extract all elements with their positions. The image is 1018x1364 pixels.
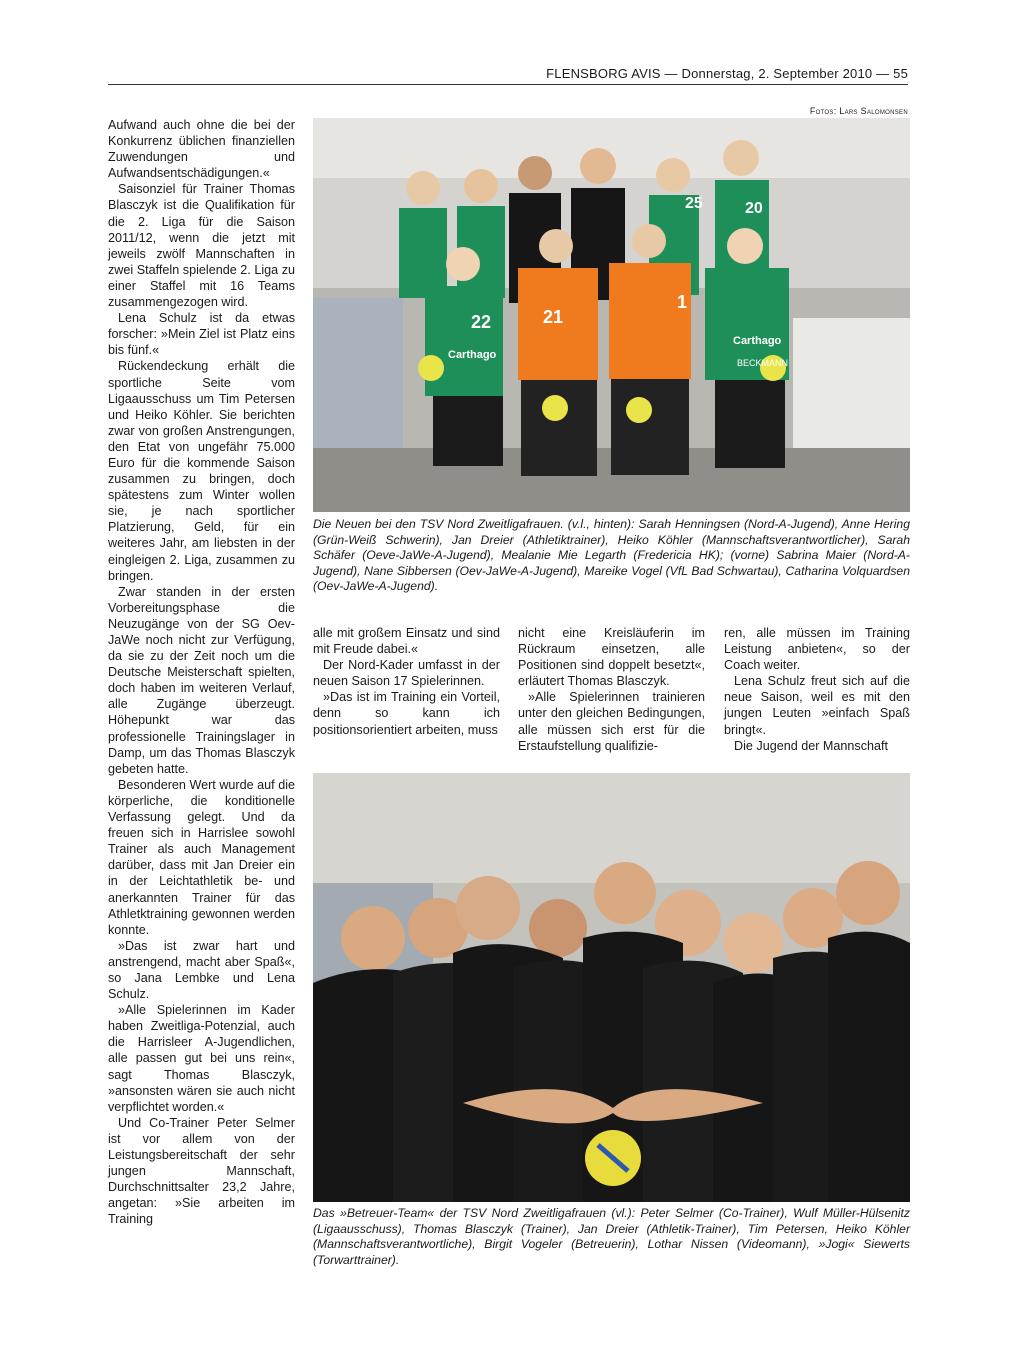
paragraph: alle mit großem Einsatz und sind mit Freude dabei.« (313, 626, 500, 657)
paragraph: Lena Schulz freut sich auf die neue Saison, weil es mit den jungen Leuten »einfach Spaß bringt«. (724, 674, 910, 737)
paragraph: »Das ist zwar hart und anstrengend, macht aber Spaß«, so Jana Lembke und Lena Schulz. (108, 938, 295, 1002)
article-column-1 (108, 117, 295, 1227)
paragraph: Aufwand auch ohne die bei der Konkurrenz üblichen finanziellen Zuwendungen und Aufwandsentschädigungen.« (108, 118, 295, 181)
article-column-4 (724, 625, 910, 754)
paragraph: ren, alle müssen im Training Leistung anbieten«, so der Coach weiter. (724, 626, 910, 673)
jersey-number: 1 (677, 292, 688, 312)
article-column-3 (518, 625, 705, 754)
jersey-number: 22 (471, 312, 492, 332)
jersey-number: 25 (685, 195, 703, 212)
sponsor-text: Carthago (733, 335, 782, 347)
sponsor-text: BECKMANN (737, 358, 789, 368)
staff-photo-caption: Das »Betreuer-Team« der TSV Nord Zweitligafrauen (vl.): Peter Selmer (Co-Trainer), Wulf Müller-Hülsenitz (Ligaausschuss), Thomas Blasczyk (Trainer), Jan Dreier (Athletik-Trainer), Tim Petersen, Heiko Köhler (Mannschaftsverantwortliche), Birgit Vogeler (Betreuerin), Lothar Nissen (Videomann), »Jogi« Siewerts (Torwarttrainer). (313, 1206, 910, 1267)
staff-photo (313, 773, 910, 1202)
paragraph: Der Nord-Kader umfasst in der neuen Saison 17 Spielerinnen. (313, 658, 500, 689)
sponsor-text: Carthago (448, 349, 497, 361)
paragraph: »Das ist im Training ein Vorteil, denn so kann ich positionsorientiert arbeiten, muss (313, 690, 500, 737)
paragraph: Und Co-Trainer Peter Selmer ist vor allem von der Leistungsbereitschaft der sehr jungen Mannschaft, Durchschnittsalter 23,2 Jahre, angetan: »Sie arbeiten im Training (108, 1115, 295, 1227)
paragraph: Besonderen Wert wurde auf die körperliche, die konditionelle Verfassung gelegt. Und da freuen sich in Harrislee sowohl Trainer als auch Management darüber, dass mit Jan Dreier ein in der Leichtathletik be- und anerkannten Trainer für das Athletktraining gewonnen werden konnte. (108, 777, 295, 937)
jersey-number: 20 (745, 200, 763, 217)
team-photo-illustration (313, 118, 910, 512)
paragraph: Die Jugend der Mannschaft (734, 738, 889, 753)
header-rule (108, 84, 908, 85)
page-header: FLENSBORG AVIS — Donnerstag, 2. September 2010 — 55 (546, 66, 908, 81)
staff-photo-illustration (313, 773, 910, 1202)
team-photo-caption: Die Neuen bei den TSV Nord Zweitligafrauen. (v.l., hinten): Sarah Henningsen (Nord-A-Jugend), Anne Hering (Grün-Weiß Schwerin), Jan Dreier (Athletiktrainer), Heiko Köhler (Mannschaftsverantwortlicher), Sarah Schäfer (Oeve-JaWe-A-Jugend), Mealanie Mie Legarth (Fredericia HK); (vorne) Sabrina Maier (Nord-A-Jugend), Nane Sibbersen (Oev-JaWe-A-Jugend), Mareike Vogel (VfL Bad Schwartau), Catharina Volquardsen (Oev-JaWe-A-Jugend). (313, 517, 910, 594)
paragraph: Saisonziel für Trainer Thomas Blasczyk ist die Qualifikation für die 2. Liga für die Saison 2011/12, wenn die jetzt mit jeweils zwölf Mannschaften in zwei Staffeln spielende 2. Liga zu einer Staffel mit 16 Teams zusammengezogen wird. (108, 182, 295, 310)
jersey-number: 21 (543, 307, 564, 327)
paragraph: »Alle Spielerinnen trainieren unter den gleichen Bedingungen, alle müssen sich erst für die Erstaufstellung qualifizie- (518, 690, 705, 753)
article-column-2 (313, 625, 500, 738)
paragraph: »Alle Spielerinnen im Kader haben Zweitliga-Potenzial, auch die Harrisleer A-Jugendlichen, alle passen gut bei uns rein«, sagt Thomas Blasczyk, »ansonsten wären sie auch nicht verpflichtet worden.« (108, 1003, 295, 1114)
paragraph: Zwar standen in der ersten Vorbereitungsphase die Neuzugänge von der SG Oev-JaWe noch nicht zur Verfügung, da sie zu der Zeit noch um die Deutsche Meisterschaft spielten, doch haben im weiteren Verlauf, alle Zugänge überzeugt. Höhepunkt war das professionelle Trainingslager in Damp, um das Thomas Blasczyk gebeten hatte. (108, 584, 295, 776)
paragraph: nicht eine Kreisläuferin im Rückraum einsetzen, alle Positionen sind doppelt besetzt«, erläutert Thomas Blasczyk. (518, 626, 705, 689)
paragraph: Rückendeckung erhält die sportliche Seite vom Ligaausschuss um Tim Petersen und Heiko Köhler. Sie berichten zwar von großen Anstrengungen, den Etat von ungefähr 75.000 Euro für die kommende Saison zusammen zu bringen, doch spätestens zum Winter wollen sie, je nach sportlicher Platzierung, Geld, für ein weiteres Jahr, am liebsten in der eingleigen 2. Liga, zusammen zu bringen. (108, 359, 295, 583)
team-photo (313, 118, 910, 512)
photo-credit: Fotos: Lars Salomonsen (809, 106, 908, 116)
paragraph: Lena Schulz ist da etwas forscher: »Mein Ziel ist Platz eins bis fünf.« (108, 311, 295, 358)
